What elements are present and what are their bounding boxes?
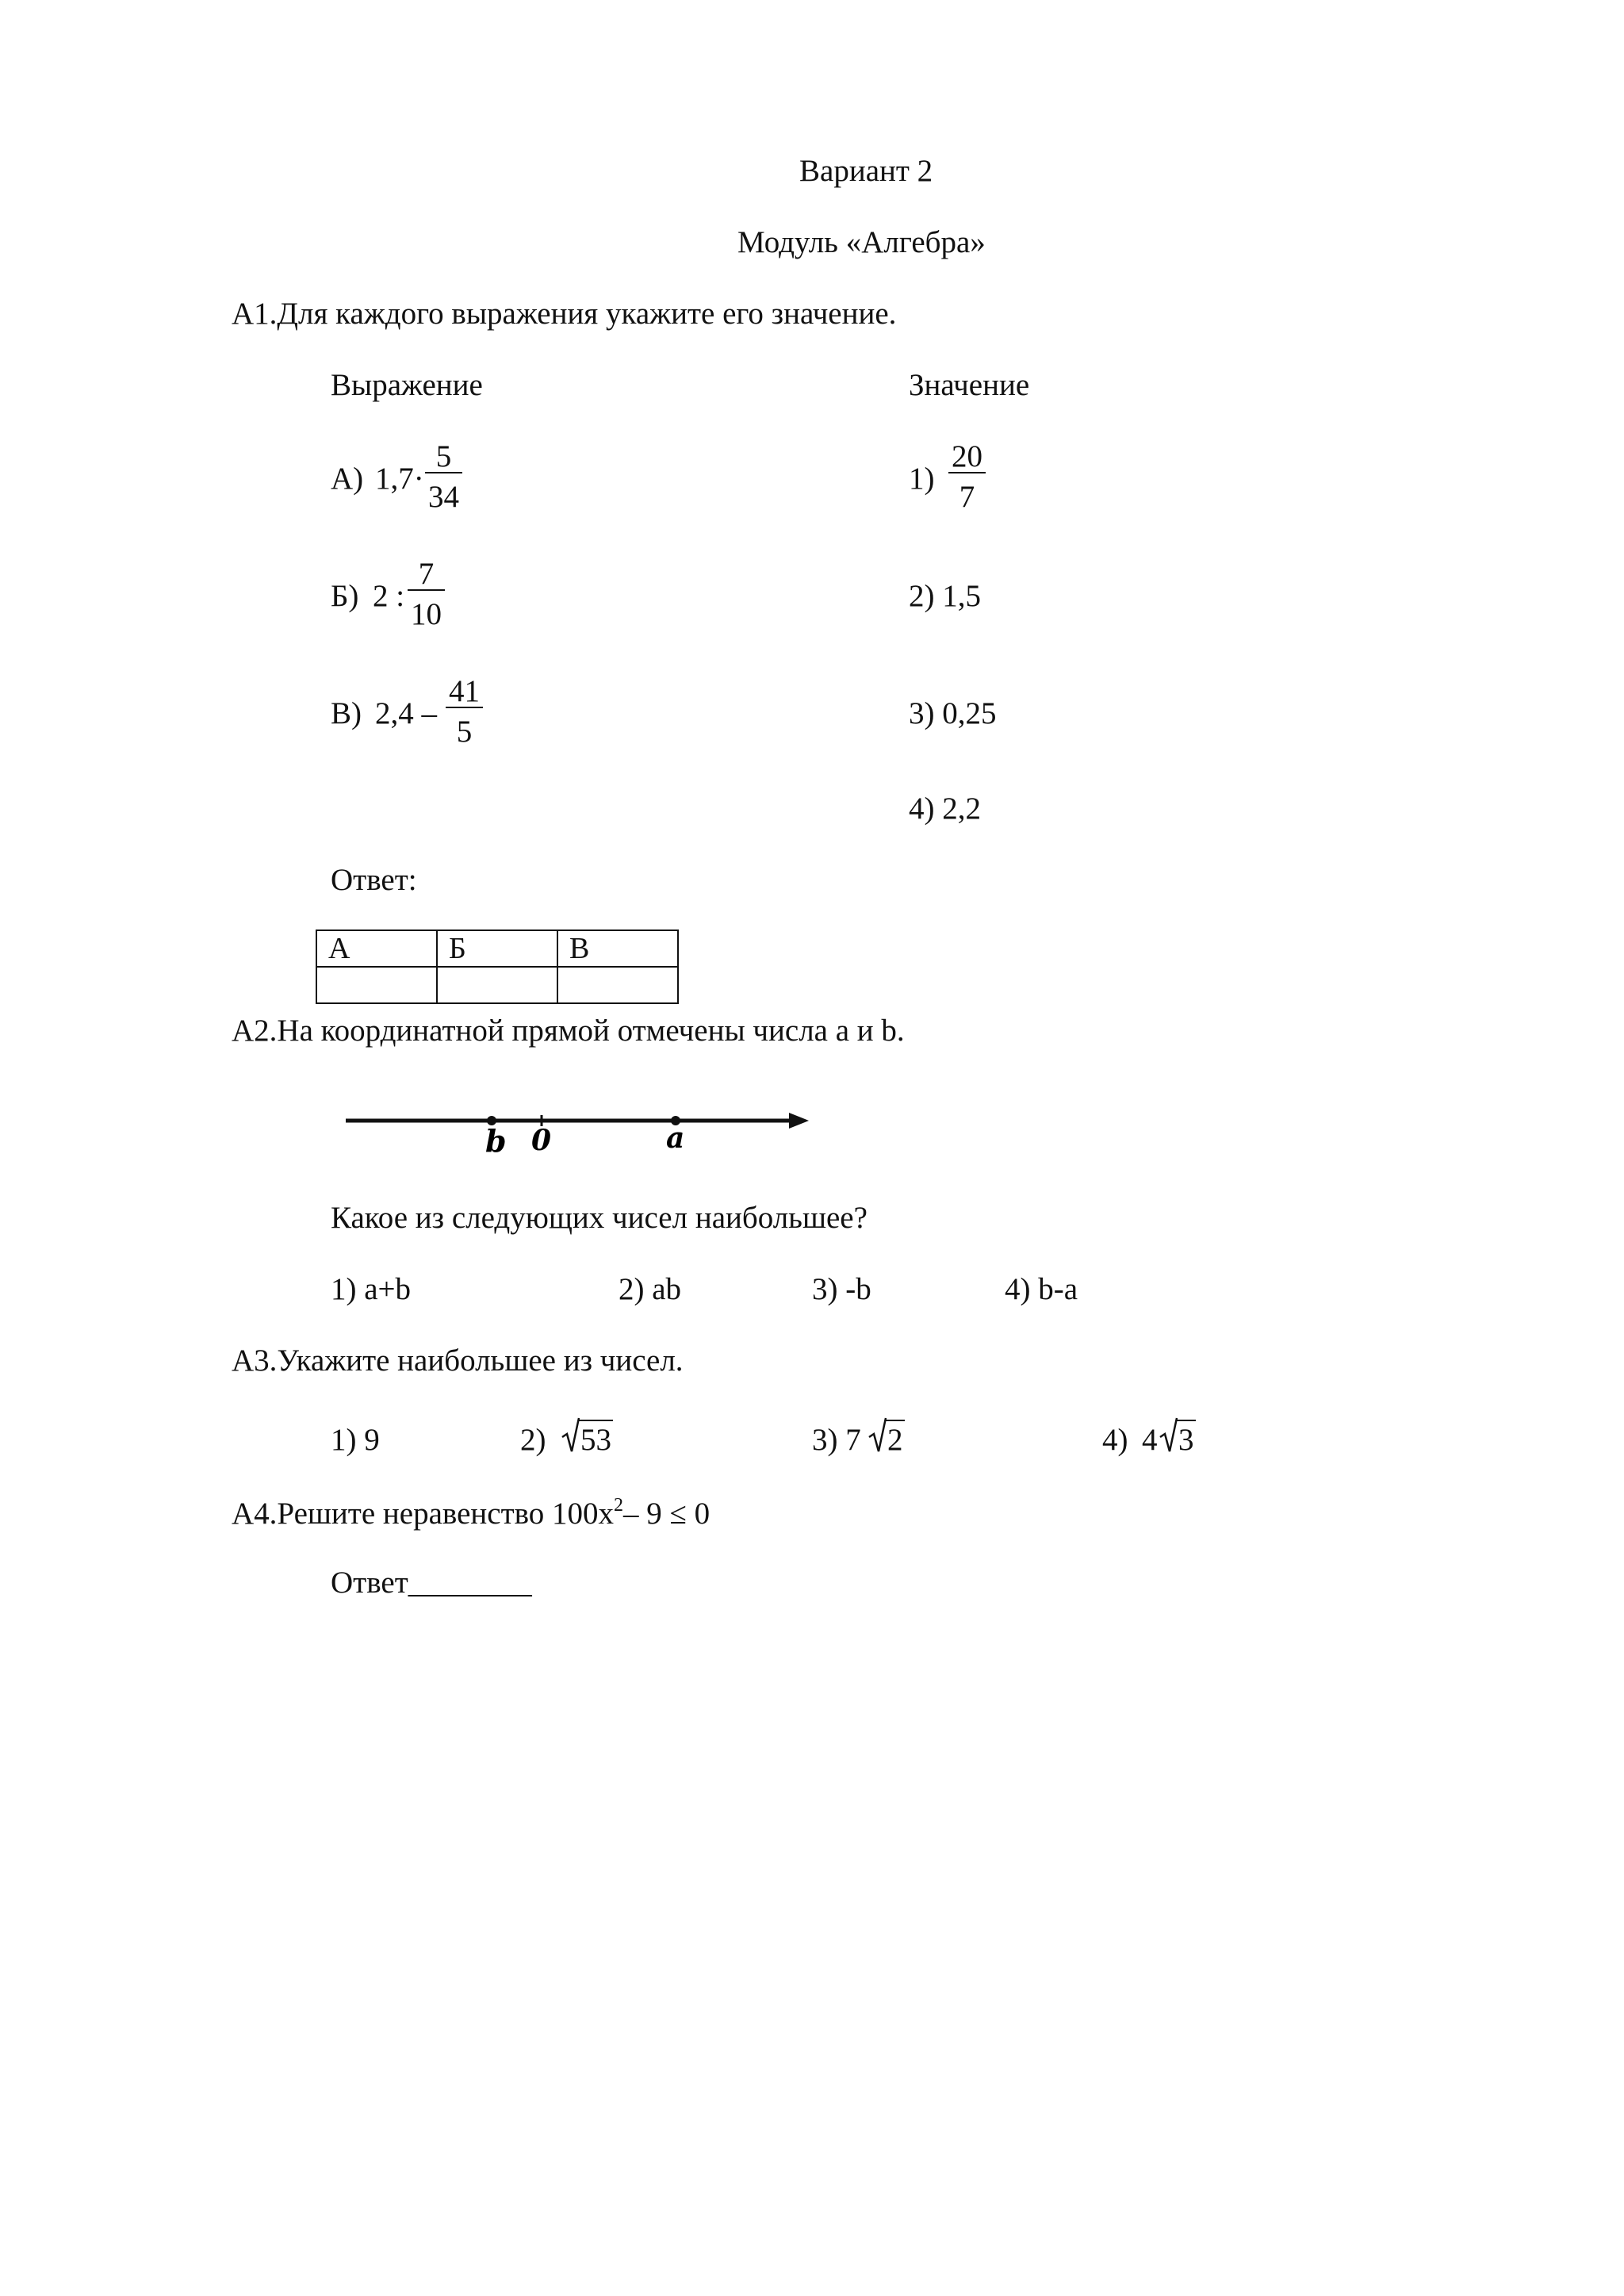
answer-table-header-row — [316, 930, 678, 967]
radicand: 53 — [579, 1420, 613, 1455]
answer-table-header-b: Б — [437, 930, 557, 967]
option-a3-3-sqrt — [868, 1420, 905, 1455]
fraction-denominator: 5 — [446, 707, 483, 747]
fraction-denominator: 7 — [948, 472, 986, 512]
radicand: 3 — [1177, 1420, 1196, 1455]
number-line-figure — [341, 1071, 817, 1158]
column-header-expression: Выражение — [331, 368, 483, 402]
expression-b-prefix: 2 : — [373, 579, 405, 613]
radical-sign — [561, 1420, 613, 1455]
fraction-numerator: 20 — [952, 439, 982, 473]
option-a3-2-sqrt — [561, 1420, 613, 1455]
option-a3-2-label: 2) — [520, 1423, 546, 1457]
column-header-value: Значение — [909, 368, 1030, 402]
answer-cell-b[interactable] — [437, 967, 557, 1003]
radical-sign — [1159, 1420, 1196, 1455]
arrow-head-icon — [789, 1113, 809, 1129]
option-a2-1: 1) a+b — [331, 1272, 412, 1306]
sub-question-a2: Какое из следующих чисел наибольшее? — [331, 1201, 868, 1235]
question-a4-prefix: А4.Решите неравенство 100x — [232, 1497, 615, 1531]
answer-table-header-a: А — [316, 930, 437, 967]
answer-cell-a[interactable] — [316, 967, 437, 1003]
fraction-numerator: 7 — [418, 557, 435, 591]
value-1-label: 1) — [909, 462, 935, 496]
answer-label-a1: Ответ: — [331, 863, 417, 897]
answer-table-header-v: В — [557, 930, 678, 967]
question-a2: А2.На координатной прямой отмечены числа a и b. — [232, 1014, 905, 1048]
expression-a-fraction — [425, 441, 462, 512]
answer-line-a4[interactable]: Ответ________ — [331, 1566, 532, 1600]
expression-v-label: В) — [331, 696, 362, 730]
fraction-denominator: 34 — [425, 472, 462, 512]
expression-b-label: Б) — [331, 579, 359, 613]
answer-table-a1 — [316, 930, 679, 1004]
expression-v-prefix: 2,4 – — [375, 696, 437, 730]
question-a4-exponent: 2 — [614, 1495, 624, 1516]
option-a3-1: 1) 9 — [331, 1423, 380, 1457]
value-1-fraction — [948, 441, 986, 512]
option-a2-2: 2) ab — [619, 1272, 682, 1306]
option-a3-3-label: 3) 7 — [812, 1423, 861, 1457]
expression-a-prefix: 1,7· — [375, 462, 424, 496]
fraction-numerator: 5 — [435, 439, 452, 473]
value-3: 3) 0,25 — [909, 696, 997, 730]
question-a1: А1.Для каждого выражения укажите его значение. — [232, 297, 897, 331]
option-a3-4-label: 4) — [1102, 1423, 1128, 1457]
expression-a-label: А) — [331, 462, 364, 496]
radicand: 2 — [886, 1420, 905, 1455]
fraction-denominator: 10 — [408, 589, 445, 630]
variant-title: Вариант 2 — [799, 154, 933, 188]
expression-v-fraction — [446, 676, 483, 747]
label-a: a — [666, 1121, 685, 1155]
value-2: 2) 1,5 — [909, 579, 981, 613]
option-a3-4-coef: 4 — [1142, 1423, 1158, 1457]
question-a4-suffix: – 9 ≤ 0 — [623, 1497, 710, 1531]
radical-sign-icon — [868, 1415, 887, 1455]
expression-b-fraction — [408, 558, 445, 630]
module-title: Модуль «Алгебра» — [737, 225, 986, 259]
option-a3-4-sqrt — [1159, 1420, 1196, 1455]
answer-table-input-row — [316, 967, 678, 1003]
radical-sign — [868, 1420, 905, 1455]
radical-sign-icon — [561, 1415, 580, 1455]
option-a2-3: 3) -b — [812, 1272, 871, 1306]
option-a2-4: 4) b-a — [1005, 1272, 1078, 1306]
question-a3: А3.Укажите наибольшее из чисел. — [232, 1343, 684, 1378]
radical-sign-icon — [1159, 1415, 1178, 1455]
question-a4 — [232, 1496, 710, 1529]
answer-cell-v[interactable] — [557, 967, 678, 1003]
label-b: b — [485, 1123, 507, 1158]
value-4: 4) 2,2 — [909, 792, 981, 826]
fraction-numerator: 41 — [449, 674, 480, 708]
label-zero: 0 — [531, 1124, 552, 1157]
